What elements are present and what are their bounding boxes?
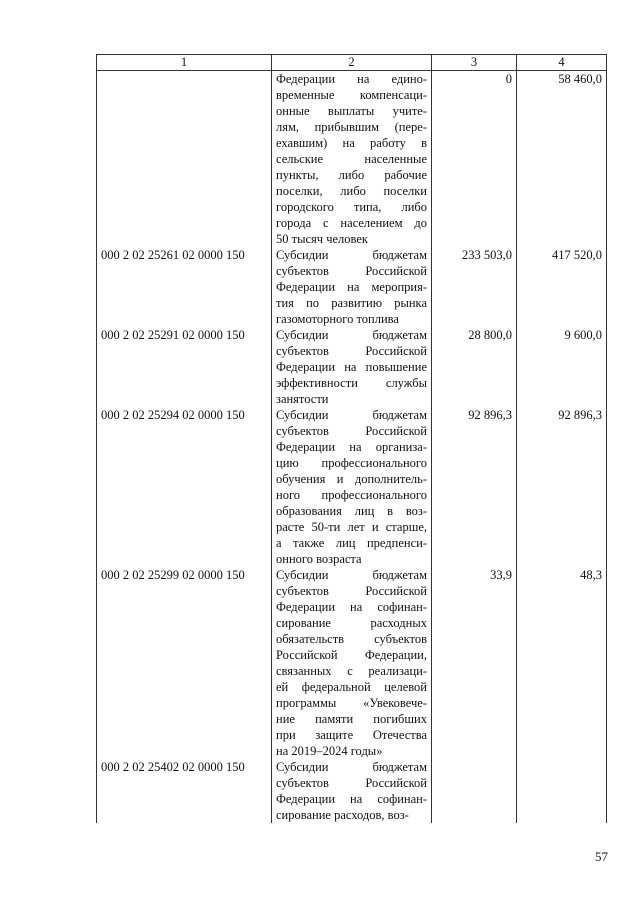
- value-col-3: 33,9: [432, 567, 517, 759]
- description-line: газомоторного топлива: [276, 312, 399, 326]
- value-col-4: 9 600,0: [517, 327, 607, 407]
- description-line: 50 тысяч человек: [276, 232, 368, 246]
- row-description: [272, 327, 432, 407]
- description-line: занятости: [276, 392, 329, 406]
- description-line: при защите Отечества: [276, 728, 427, 742]
- description-line: онного возраста: [276, 552, 362, 566]
- table-row: [97, 407, 607, 567]
- table-row: [97, 247, 607, 327]
- description-line: сирование расходных: [276, 616, 427, 630]
- description-line: Российской Федерации,: [276, 648, 427, 662]
- description-line: обучения и дополнитель-: [276, 472, 427, 486]
- header-col-3: 3: [432, 55, 517, 71]
- budget-code: 000 2 02 25299 02 0000 150: [97, 567, 272, 759]
- budget-table: [96, 54, 607, 823]
- value-col-4: [517, 759, 607, 823]
- description-line: пункты, либо рабочие: [276, 168, 427, 182]
- value-col-4: 58 460,0: [517, 71, 607, 248]
- description-line: ного профессионального: [276, 488, 427, 502]
- row-description: [272, 71, 432, 248]
- description-line: Субсидии бюджетам: [276, 408, 427, 422]
- table-body: [97, 71, 607, 824]
- description-line: Федерации на едино-: [276, 72, 427, 86]
- description-line: субъектов Российской: [276, 344, 427, 358]
- page-number: 57: [595, 849, 608, 864]
- table-row: [97, 327, 607, 407]
- description-line: города с населением до: [276, 216, 427, 230]
- row-description: [272, 567, 432, 759]
- header-col-2: 2: [272, 55, 432, 71]
- description-line: программы «Увековече-: [276, 696, 427, 710]
- budget-code: 000 2 02 25402 02 0000 150: [97, 759, 272, 823]
- description-line: связанных с реализаци-: [276, 664, 427, 678]
- description-line: а также лиц предпенси-: [276, 536, 427, 550]
- value-col-3: 233 503,0: [432, 247, 517, 327]
- description-line: городского типа, либо: [276, 200, 427, 214]
- value-col-4: 48,3: [517, 567, 607, 759]
- description-line: поселки, либо поселки: [276, 184, 427, 198]
- description-line: эффективности службы: [276, 376, 427, 390]
- header-row: [97, 55, 607, 71]
- description-line: субъектов Российской: [276, 776, 427, 790]
- description-line: образования лиц в воз-: [276, 504, 427, 518]
- value-col-4: 92 896,3: [517, 407, 607, 567]
- description-line: Федерации на организа-: [276, 440, 427, 454]
- description-line: сирование расходов, воз-: [276, 808, 409, 822]
- description-line: субъектов Российской: [276, 584, 427, 598]
- description-line: временные компенсаци-: [276, 88, 427, 102]
- description-line: ей федеральной целевой: [276, 680, 427, 694]
- table-header: [97, 55, 607, 71]
- description-line: Субсидии бюджетам: [276, 760, 427, 774]
- budget-code: 000 2 02 25294 02 0000 150: [97, 407, 272, 567]
- value-col-3: 0: [432, 71, 517, 248]
- description-line: тия по развитию рынка: [276, 296, 427, 310]
- header-col-1: 1: [97, 55, 272, 71]
- description-line: ние памяти погибших: [276, 712, 427, 726]
- value-col-3: [432, 759, 517, 823]
- row-description: [272, 759, 432, 823]
- description-line: Федерации на софинан-: [276, 600, 427, 614]
- description-line: обязательств субъектов: [276, 632, 427, 646]
- row-description: [272, 247, 432, 327]
- description-line: цию профессионального: [276, 456, 427, 470]
- description-line: Федерации на мероприя-: [276, 280, 427, 294]
- description-line: субъектов Российской: [276, 264, 427, 278]
- description-line: сельские населенные: [276, 152, 427, 166]
- budget-code: [97, 71, 272, 248]
- description-line: субъектов Российской: [276, 424, 427, 438]
- description-line: Субсидии бюджетам: [276, 328, 427, 342]
- value-col-3: 28 800,0: [432, 327, 517, 407]
- table-row: [97, 71, 607, 248]
- budget-code: 000 2 02 25261 02 0000 150: [97, 247, 272, 327]
- header-col-4: 4: [517, 55, 607, 71]
- value-col-3: 92 896,3: [432, 407, 517, 567]
- value-col-4: 417 520,0: [517, 247, 607, 327]
- description-line: ехавшим) на работу в: [276, 136, 427, 150]
- table-row: [97, 567, 607, 759]
- description-line: Субсидии бюджетам: [276, 568, 427, 582]
- description-line: Субсидии бюджетам: [276, 248, 427, 262]
- row-description: [272, 407, 432, 567]
- description-line: лям, прибывшим (пере-: [276, 120, 427, 134]
- table-row: [97, 759, 607, 823]
- description-line: Федерации на софинан-: [276, 792, 427, 806]
- description-line: расте 50-ти лет и старше,: [276, 520, 427, 534]
- description-line: онные выплаты учите-: [276, 104, 427, 118]
- description-line: Федерации на повышение: [276, 360, 427, 374]
- description-line: на 2019–2024 годы»: [276, 744, 383, 758]
- budget-code: 000 2 02 25291 02 0000 150: [97, 327, 272, 407]
